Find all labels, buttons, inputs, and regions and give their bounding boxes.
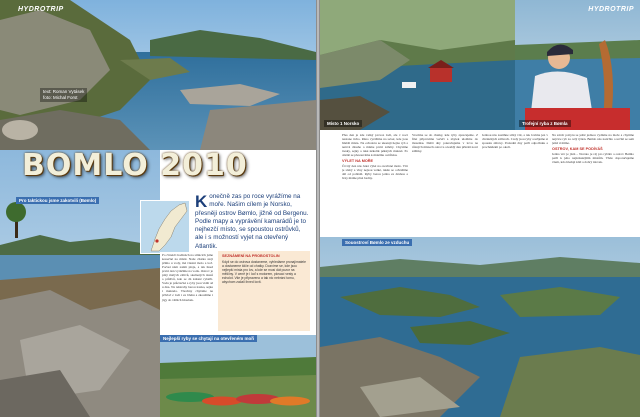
section-tag-right: HYDROTRIP xyxy=(588,6,634,13)
right-column-1 xyxy=(342,133,408,233)
norway-map-icon xyxy=(141,201,189,253)
kayaks-photo xyxy=(160,335,316,417)
fjord-houses-illustration xyxy=(320,0,515,130)
right-column-1-text: Přes den je zde velký provoz lodí, ale v noci nastane ticho. Ráno vyrážíme na sever, kde jsou hlubší místa. Na echolotu se ukazují hejna ryb a netrvá dlouho a máme první záběry. Chytáme tresky, sejky a také několik pěkných makrel. Po obědě se přesouváme k malému ostrůvku. xyxy=(342,133,408,158)
intro-text: onečně zas po roce vyrážíme na moře. Našim cílem je Norsko, přesněji ostrov Bømlo, jižně od Bergenu. Podle mapy a vyprávění kamarádů je to nejhezčí místo, se spoustou ostrůvků, ale i s možností vyjet na otevřený Atlantik. xyxy=(195,193,309,250)
angler-caption: Trofejní ryba z Bømla xyxy=(519,120,571,127)
right-column-4-text: Na závěr pobytu se ještě jednou vydáme na moře a chytíme nejvíce ryb za celý týden. Bømlo nás nadchlo a určitě se sem ještě vrátíme. xyxy=(552,133,634,146)
fjord-houses-caption: Místo 1 Norsko xyxy=(324,120,362,127)
right-column-3-text: Jednou nás zastihne silný vítr, a tak lovíme jen v chráněných zálivech. I tady jsou ryby a užijeme si spoustu zábavy. Poslední dny patří odpočinku a procházkám po okolí. xyxy=(482,133,548,150)
credit-photographer: foto: Michal Forst xyxy=(43,95,78,100)
right-column-4-heading: OSTROV, KAM SE PODÍVÁŠ xyxy=(552,147,603,152)
rocky-shore-illustration xyxy=(0,150,160,417)
article-intro xyxy=(195,193,309,251)
map-inset xyxy=(140,200,190,254)
info-box xyxy=(218,251,310,331)
fjord-houses-photo xyxy=(320,0,515,130)
right-column-3 xyxy=(482,133,548,233)
archipelago-illustration xyxy=(320,237,640,417)
angler-photo xyxy=(515,0,640,130)
photo-credit xyxy=(40,88,87,102)
rocky-shore-photo xyxy=(0,150,160,417)
right-column-2-text: Vracíme se do chatky, kde ryby zpracujeme. Z filet připravíme večeři a zbytek uložíme do mrazáku. Další dny pokračujeme v lovu na různých místech ostrova a každý den přináší nové zážitky. xyxy=(412,133,478,154)
info-box-heading: SEZNÁMENÍ NA PROBOSTOLIN xyxy=(222,254,280,258)
section-tag: HYDROTRIP xyxy=(18,6,64,13)
right-page xyxy=(320,0,640,417)
article-title: BOMLO 2010 xyxy=(22,148,248,183)
top-landscape-photo xyxy=(0,0,316,150)
left-body-column xyxy=(160,252,215,332)
right-column-1-heading: VÝLET NA MOŘE xyxy=(342,159,374,164)
right-column-4 xyxy=(552,133,634,233)
right-column-4-more: Jedna věc je jistá – Norsko je ráj pro rybáře a ostrov Bømlo patří k jeho nejkrásnějším místům. Vřele doporučujeme všem, kdo hledají klid a dobrý úlovek. xyxy=(552,152,634,165)
credit-author: text: Roman Vytásek xyxy=(43,89,85,94)
right-column-2 xyxy=(412,133,478,233)
info-box-text: Když se do ostrova dostaneme, vyhledáme pronajímatele a dostaneme klíče od chatky. Dozvíme se, kde jsou nejlepší místa pro lov, a kde se musí dát pozor na mělčiny. V ceně je i loď s motorem, plovací vesty a echolot. Vše je připraveno a tak nic nebrání tomu, abychom začali ihned lovit. xyxy=(222,260,306,285)
panorama-caption: Souostroví Bømlo ze vzduchu xyxy=(342,239,412,246)
left-page xyxy=(0,0,316,417)
map-caption: Pro taktickou jsme zakotvili (Bømlo) xyxy=(16,197,99,204)
kayaks-caption: Nejlepší ryby se chytají na otevřeném moři xyxy=(160,335,257,342)
landscape-illustration xyxy=(0,0,316,150)
left-body-text: Po čtrnácti hodinách na silnicích jsme konečně na místě. Naše chatka stojí přímo u vody, má vlastní molo a loď. Počasí nám zatím přeje, a tak hned první den vyrážíme na vodu. Ostrov je plný malých zálivů, skalnatých útesů a průlivů, kde se dá krásně rybařit. Voda je průzračná a ryby jsou vidět až u dna. Na nástrahy berou treska, sejka i makrela. Všechny chytáme na přívlač z lodi i ze břehu a zkoušíme i jigy do větších hloubek. xyxy=(162,253,213,302)
angler-illustration xyxy=(515,0,640,130)
archipelago-panorama-photo xyxy=(320,237,640,417)
drop-cap: K xyxy=(195,192,208,211)
kayaks-illustration xyxy=(160,335,316,417)
right-column-1-more: Čtvrtý den nás čeká výlet na otevřené moře. Vítr je slabý a vlny nejsou velké, takže se odvážíme dál od pobřeží. Ryby berou jedna za druhou a brzy máme plné bedny. xyxy=(342,164,408,181)
